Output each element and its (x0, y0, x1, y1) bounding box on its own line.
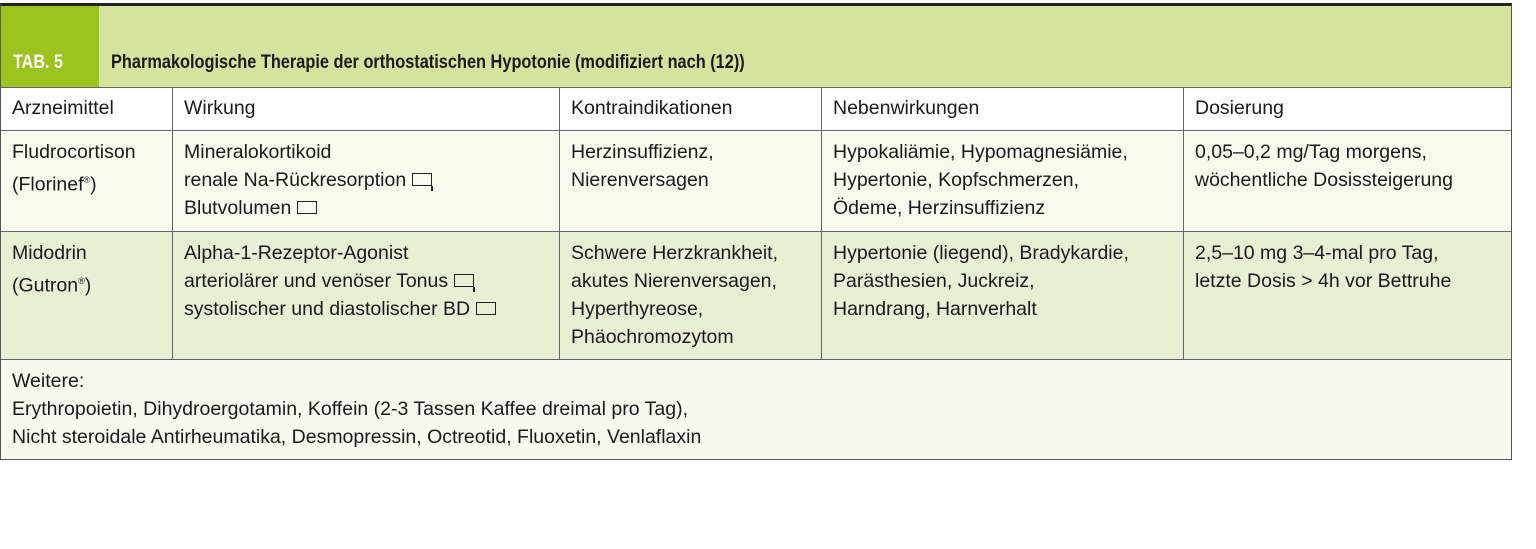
table-title: Pharmakologische Therapie der orthostatischen Hypotonie (modifiziert nach (12)) (111, 52, 745, 73)
therapy-table (0, 3, 1512, 460)
effect-cell: Alpha-1-Rezeptor-Agonist arteriolärer und venöser Tonus systolischer und diastolischer BD (173, 232, 560, 359)
header-cell: Nebenwirkungen (822, 88, 1184, 130)
dose-cell: 2,5–10 mg 3–4-mal pro Tag, letzte Dosis > 4h vor Bettruhe (1195, 242, 1452, 292)
arrow-up-icon (297, 201, 317, 214)
side-effects-cell: Hypertonie (liegend), Bradykardie, Parästhesien, Juckreiz, Harndrang, Harnverhalt (822, 232, 1184, 359)
table-title-band (1, 6, 1511, 88)
drug-cell: Fludrocortison (Florinef®) (1, 131, 173, 231)
arrow-up-icon (476, 302, 496, 315)
effect-cell: Mineralokortikoid renale Na-Rückresorption Blutvolumen (173, 131, 560, 231)
table-row (1, 131, 1511, 232)
arrow-up-icon (412, 173, 432, 186)
header-cell: Dosierung (1195, 97, 1284, 119)
side-effects-cell: Hypokaliämie, Hypomagnesiämie, Hypertonie, Kopfschmerzen, Ödeme, Herzinsuffizienz (822, 131, 1184, 231)
contra-cell: Herzinsuffizienz, Nierenversagen (560, 131, 822, 231)
table-row (1, 232, 1511, 360)
drug-cell: Midodrin (Gutron®) (1, 232, 173, 359)
header-cell: Wirkung (173, 88, 560, 130)
contra-cell: Schwere Herzkrankheit, akutes Nierenversagen, Hyperthyreose, Phäochromozytom (560, 232, 822, 359)
arrow-up-icon (454, 274, 474, 287)
dose-cell: 0,05–0,2 mg/Tag morgens, wöchentliche Dosissteigerung (1195, 141, 1453, 191)
header-row (1, 88, 1511, 131)
header-cell: Kontraindikationen (560, 88, 822, 130)
header-cell: Arzneimittel (1, 88, 173, 130)
table-footer: Weitere: Erythropoietin, Dihydroergotamin, Koffein (2-3 Tassen Kaffee dreimal pro Tag), Nicht steroidale Antirheumatika, Desmopressin, Octreotid, Fluoxetin, Venlaflaxin (1, 360, 1511, 459)
table-label: TAB. 5 (1, 6, 99, 87)
